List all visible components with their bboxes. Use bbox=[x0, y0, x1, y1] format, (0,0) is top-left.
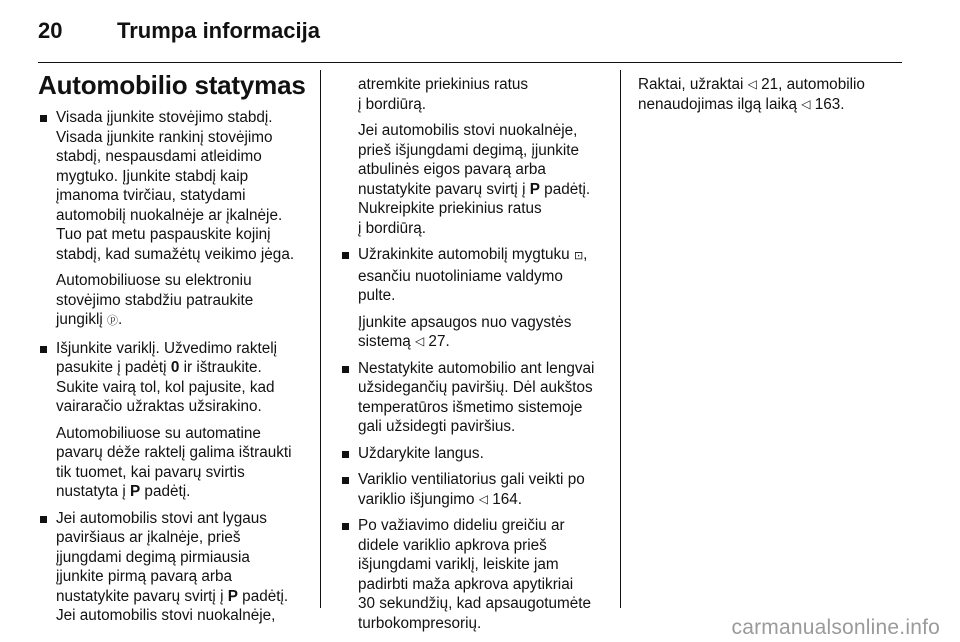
text-line: Automobiliuose su automatine bbox=[56, 424, 261, 442]
position-p-label: P bbox=[227, 587, 238, 605]
paragraph bbox=[358, 75, 610, 114]
text-line: į bordiūrą. bbox=[358, 219, 427, 237]
position-p-label: P bbox=[529, 180, 540, 198]
text-line: vairaračio užraktas užsirakino. bbox=[56, 398, 262, 415]
text-line: Įjunkite apsaugos nuo vagystės bbox=[358, 313, 572, 331]
text-span: 21, automobilio bbox=[756, 76, 865, 93]
text-line: į bordiūrą. bbox=[358, 95, 427, 113]
text-span: padėtį. bbox=[140, 483, 191, 500]
text-span: padėtį. bbox=[539, 180, 591, 198]
text-line bbox=[358, 245, 610, 267]
text-line: Visada įjunkite rankinį stovėjimo bbox=[56, 128, 273, 146]
page-reference-arrow-icon: ◁ bbox=[478, 491, 488, 506]
bullet-item-turbo bbox=[340, 516, 610, 633]
text-line: Visada įjunkite stovėjimo stabdį. bbox=[56, 109, 273, 126]
bullet-item-windows bbox=[340, 444, 610, 464]
text-span: 27. bbox=[424, 333, 450, 350]
bullet-icon bbox=[40, 346, 47, 353]
page-reference-arrow-icon: ◁ bbox=[747, 77, 757, 91]
text-line: paviršiaus ar įkalnėje, prieš bbox=[56, 529, 241, 546]
text-line: automobilį nuokalnėje ar įkalnėje. bbox=[56, 206, 283, 224]
text-line: mygtuko. Įjunkite stabdį kaip bbox=[56, 167, 249, 185]
text-line: Jei automobilis stovi nuokalnėje, bbox=[358, 122, 578, 139]
bullet-icon bbox=[40, 516, 47, 523]
text-line: atbulinės eigos pavarą arba bbox=[358, 161, 546, 178]
page-reference-arrow-icon: ◁ bbox=[801, 96, 811, 111]
text-line: Nukreipkite priekinius ratus bbox=[358, 200, 542, 217]
bullet-item-fan bbox=[340, 470, 610, 509]
text-line: Uždarykite langus. bbox=[358, 444, 484, 462]
text-line bbox=[358, 180, 610, 200]
text-span: nustatykite pavarų svirtį į bbox=[56, 587, 228, 605]
column-3 bbox=[638, 75, 928, 121]
text-line: užsidegančių paviršių. Dėl aukštos bbox=[358, 379, 593, 396]
page-reference-arrow-icon: ◁ bbox=[414, 334, 425, 348]
bullet-icon bbox=[342, 477, 349, 484]
paragraph bbox=[56, 339, 310, 417]
text-line: įjungdami degimą pirmiausia bbox=[56, 548, 250, 566]
text-line: Nestatykite automobilio ant lengvai bbox=[358, 359, 595, 377]
text-line: padirbti maža apkrova apytikriai bbox=[358, 575, 574, 593]
watermark: carmanualsonline.info bbox=[731, 616, 940, 639]
text-line: Jei automobilis stovi ant lygaus bbox=[56, 509, 267, 527]
lock-button-icon: ⊡ bbox=[573, 250, 584, 262]
text-line: stabdį, nespausdami atleidimo bbox=[56, 148, 262, 165]
bullet-icon bbox=[342, 252, 349, 259]
text-line: Automobiliuose su elektroniu bbox=[56, 272, 252, 289]
text-line: didele variklio apkrova prieš bbox=[358, 536, 547, 554]
text-span: variklio išjungimo bbox=[358, 490, 479, 508]
text-line bbox=[56, 358, 310, 378]
text-span: nustatykite pavarų svirtį į bbox=[358, 180, 530, 198]
position-p-label: P bbox=[129, 483, 141, 500]
header-rule bbox=[38, 62, 902, 63]
paragraph bbox=[56, 108, 310, 264]
text-line: Po važiavimo dideliu greičiu ar bbox=[358, 517, 565, 534]
bullet-icon bbox=[342, 451, 349, 458]
text-line: Variklio ventiliatorius gali veikti po bbox=[358, 471, 585, 488]
text-span: padėtį. bbox=[237, 587, 289, 605]
paragraph bbox=[56, 509, 310, 626]
column-divider-2 bbox=[620, 70, 621, 608]
bullet-icon bbox=[40, 115, 47, 122]
text-line: turbokompresorių. bbox=[358, 614, 482, 632]
text-line bbox=[358, 332, 610, 352]
paragraph bbox=[358, 516, 610, 633]
column-2 bbox=[340, 75, 610, 640]
text-line: Jei automobilis stovi nuokalnėje, bbox=[56, 607, 276, 624]
text-span: sistemą bbox=[358, 333, 415, 350]
text-span: , bbox=[583, 246, 588, 263]
text-line: išjungdami variklį, leiskite jam bbox=[358, 556, 559, 573]
text-line: tik tuomet, kai pavarų svirtis bbox=[56, 463, 245, 481]
text-span: . bbox=[118, 311, 123, 328]
text-line bbox=[638, 95, 928, 115]
text-span: nustatyta į bbox=[56, 483, 130, 500]
text-line: įjunkite pirmą pavarą arba bbox=[56, 568, 233, 585]
parking-brake-switch-icon: ⓟ bbox=[107, 315, 119, 327]
text-span: nenaudojimas ilgą laiką bbox=[638, 95, 802, 113]
paragraph bbox=[358, 245, 610, 306]
text-line: Išjunkite variklį. Užvedimo raktelį bbox=[56, 339, 278, 357]
text-line bbox=[56, 310, 310, 332]
text-line: esančiu nuotoliniame valdymo bbox=[358, 267, 563, 285]
text-line: stovėjimo stabdžiu patraukite bbox=[56, 291, 254, 309]
position-zero-label: 0 bbox=[170, 359, 180, 376]
bullet-icon bbox=[342, 523, 349, 530]
text-line bbox=[56, 482, 310, 502]
text-line bbox=[56, 587, 310, 607]
text-line: 30 sekundžių, kad apsaugotumėte bbox=[358, 595, 592, 612]
text-line: prieš išjungdami degimą, įjunkite bbox=[358, 141, 580, 159]
running-title: Trumpa informacija bbox=[117, 18, 320, 43]
text-line: pulte. bbox=[358, 287, 396, 304]
paragraph bbox=[358, 121, 610, 238]
paragraph bbox=[358, 359, 610, 437]
bullet-item-lock bbox=[340, 245, 610, 352]
bullet-item-parking-brake bbox=[38, 108, 310, 332]
column-1 bbox=[38, 108, 310, 633]
text-line: atremkite priekinius ratus bbox=[358, 76, 529, 93]
paragraph bbox=[56, 271, 310, 332]
bullet-item-ignition bbox=[38, 339, 310, 502]
page-number: 20 bbox=[38, 18, 63, 43]
page-header bbox=[0, 0, 960, 60]
section-title: Automobilio statymas bbox=[38, 70, 306, 100]
text-line: stabdį, kad sumažėtų veikimo jėga. bbox=[56, 245, 295, 263]
text-span: 164. bbox=[487, 490, 522, 508]
paragraph bbox=[358, 444, 610, 464]
bullet-item-surface bbox=[340, 359, 610, 437]
text-line: temperatūros išmetimo sistemoje bbox=[358, 398, 583, 416]
text-span: jungiklį bbox=[56, 311, 108, 328]
text-line: pavarų dėže raktelį galima ištraukti bbox=[56, 444, 292, 461]
text-line bbox=[638, 75, 928, 95]
text-span: ir ištraukite. bbox=[179, 359, 262, 376]
text-line: gali užsidegti paviršius. bbox=[358, 418, 516, 435]
column-divider-1 bbox=[320, 70, 321, 608]
text-line bbox=[358, 490, 610, 510]
text-span: Raktai, užraktai bbox=[638, 76, 748, 93]
text-line: Tuo pat metu paspauskite kojinį bbox=[56, 226, 271, 243]
bullet-item-gear bbox=[38, 509, 310, 626]
paragraph bbox=[56, 424, 310, 502]
text-line: Sukite vairą tol, kol pajusite, kad bbox=[56, 378, 275, 396]
text-span: 163. bbox=[810, 95, 845, 113]
paragraph bbox=[638, 75, 928, 114]
paragraph bbox=[358, 313, 610, 352]
bullet-item-gear-continued bbox=[340, 75, 610, 238]
text-span: pasukite į padėtį bbox=[56, 359, 171, 376]
paragraph bbox=[358, 470, 610, 509]
text-line: įmanoma tvirčiau, statydami bbox=[56, 187, 246, 204]
bullet-icon bbox=[342, 366, 349, 373]
text-span: Užrakinkite automobilį mygtuku bbox=[358, 246, 574, 263]
